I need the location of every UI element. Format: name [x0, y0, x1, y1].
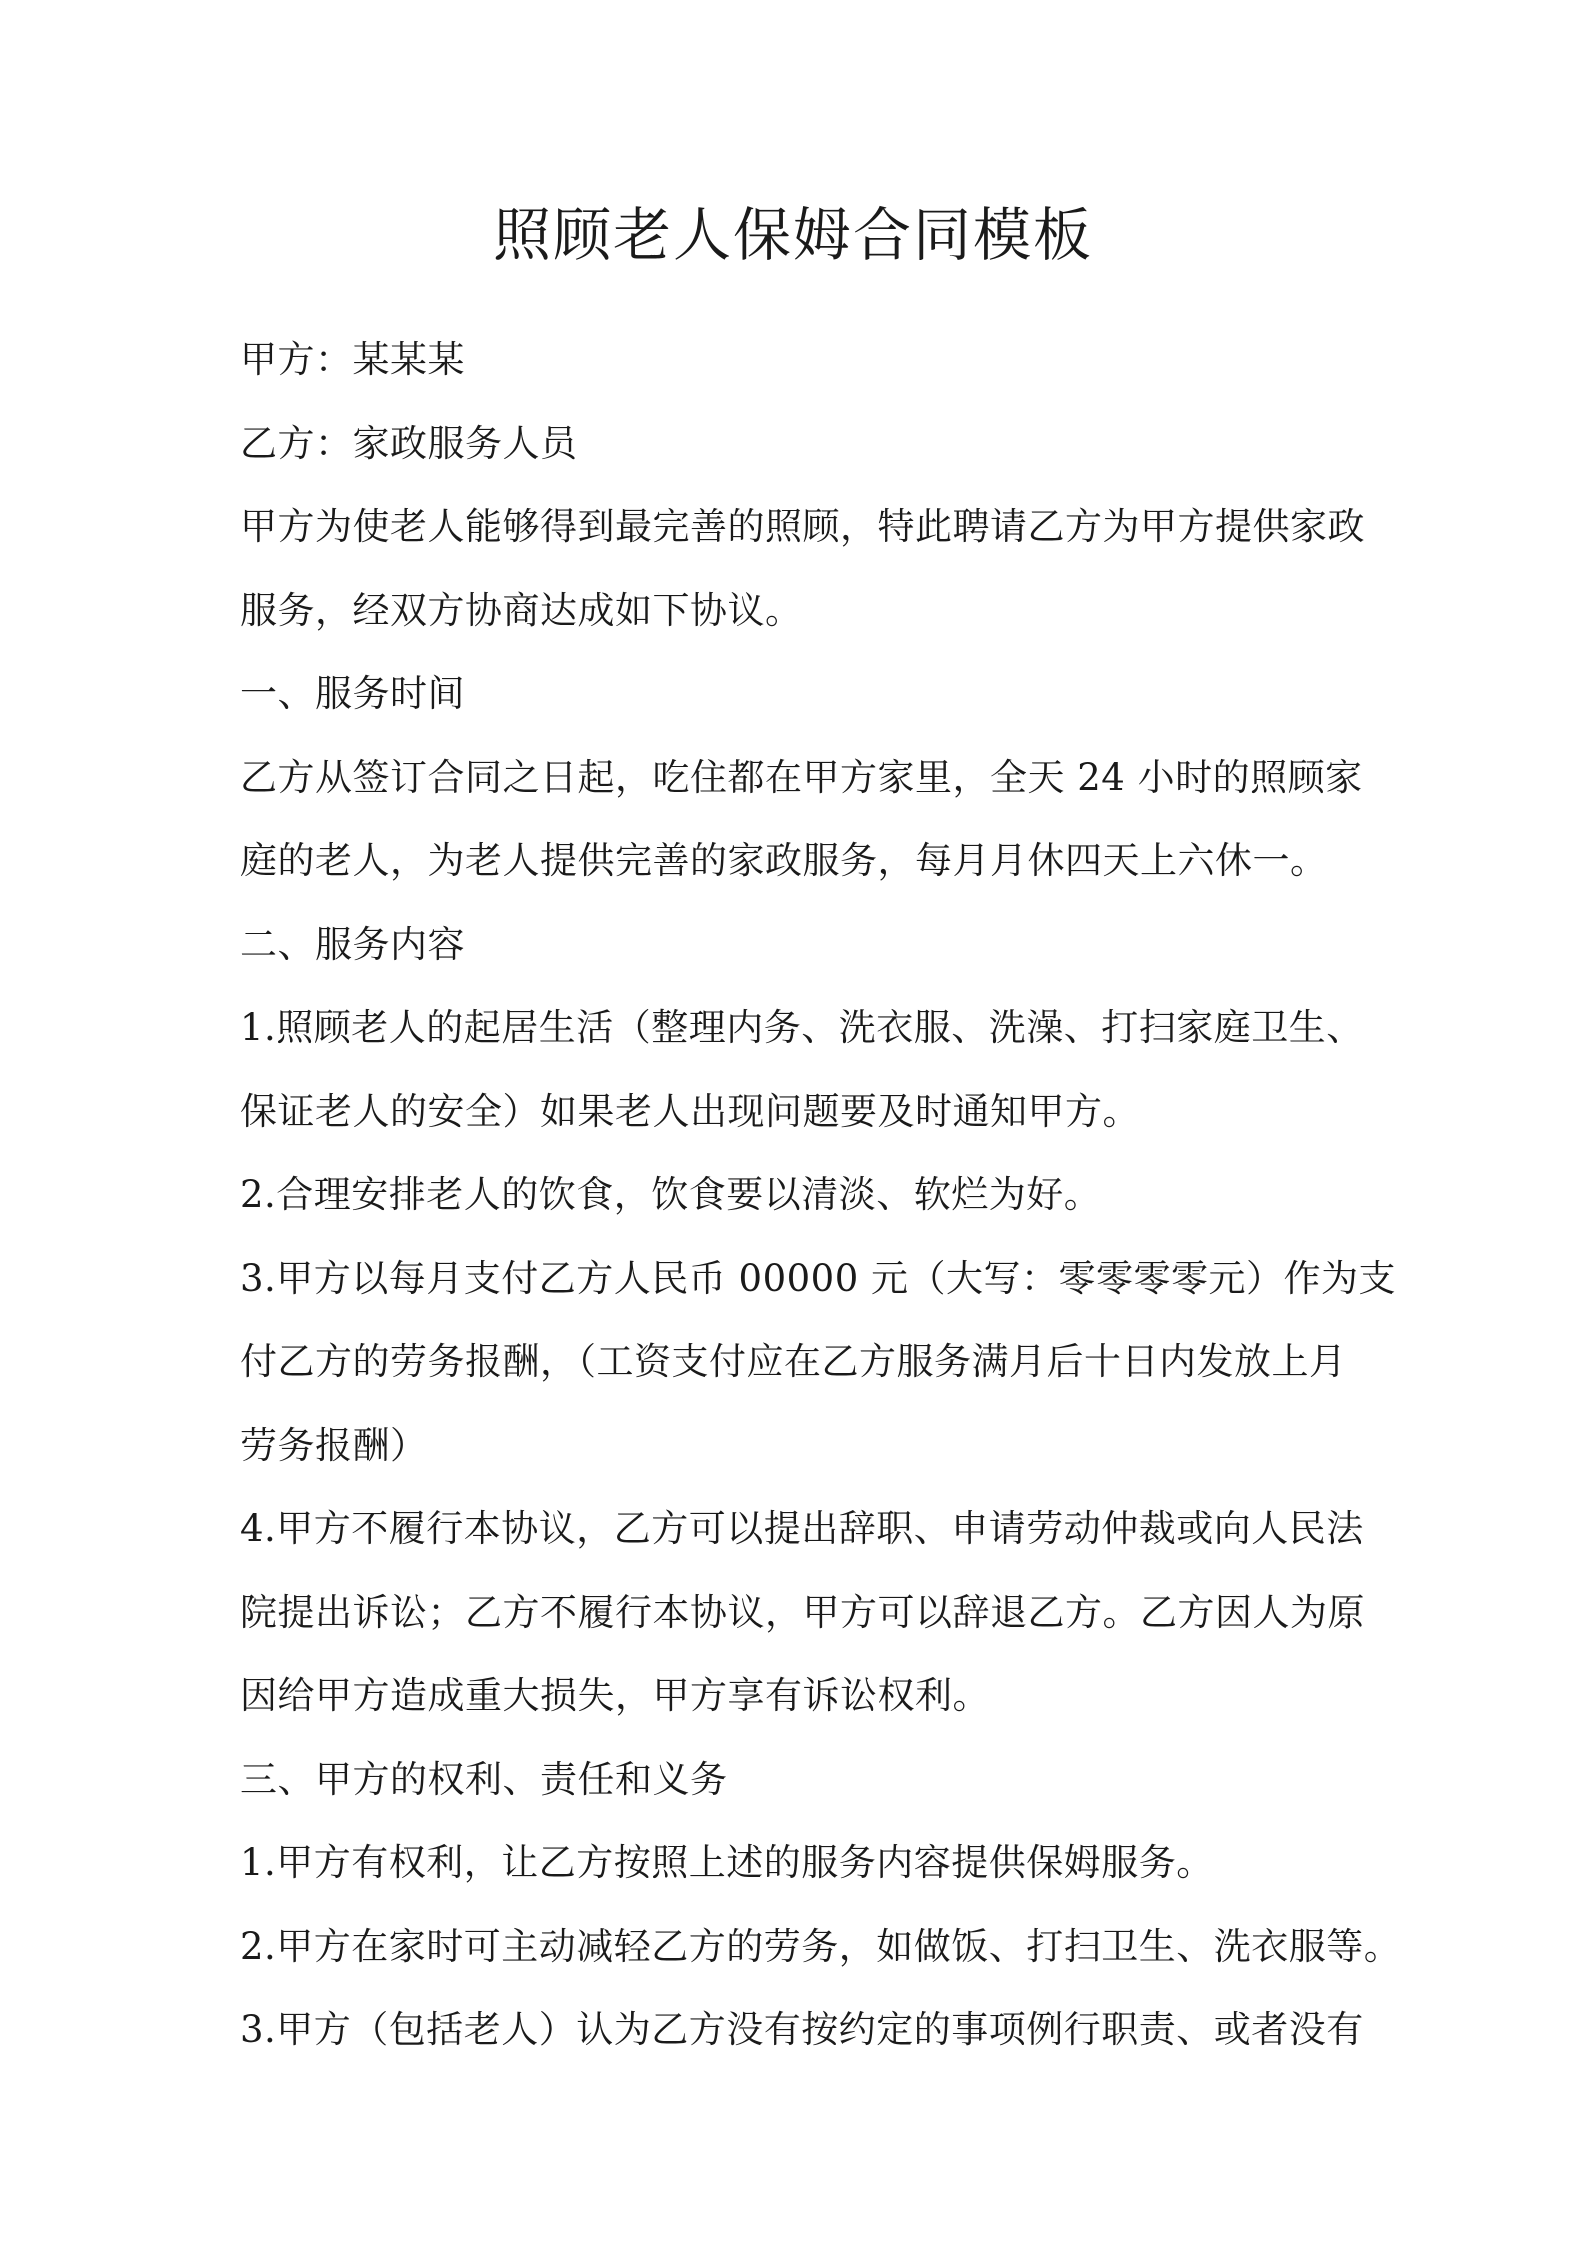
service-time-line-2: 庭的老人，为老人提供完善的家政服务，每月月休四天上六休一。 [240, 839, 1328, 882]
preamble-line-1: 甲方为使老人能够得到最完善的照顾，特此聘请乙方为甲方提供家政 [240, 505, 1365, 548]
content-item-3-line-1: 3.甲方以每月支付乙方人民币 00000 元（大写：零零零零元）作为支 [240, 1256, 1397, 1300]
document-title: 照顾老人保姆合同模板 [492, 201, 1093, 269]
service-time-line-1: 乙方从签订合同之日起，吃住都在甲方家里，全天 24 小时的照顾家 [240, 755, 1363, 799]
content-item-3-line-3: 劳务报酬） [240, 1423, 428, 1467]
content-item-3-line-2: 付乙方的劳务报酬，（工资支付应在乙方服务满月后十日内发放上月 [240, 1340, 1347, 1383]
section-heading-service-content: 二、服务内容 [240, 922, 465, 966]
party-b-line: 乙方：家政服务人员 [240, 421, 578, 465]
rights-item-3-line-1: 3.甲方（包括老人）认为乙方没有按约定的事项例行职责、或者没有 [240, 2008, 1364, 2051]
rights-item-2: 2.甲方在家时可主动减轻乙方的劳务，如做饭、打扫卫生、洗衣服等。 [240, 1924, 1402, 1968]
section-heading-service-time: 一、服务时间 [240, 672, 465, 715]
rights-item-1: 1.甲方有权利，让乙方按照上述的服务内容提供保姆服务。 [240, 1841, 1214, 1884]
section-heading-party-a-rights: 三、甲方的权利、责任和义务 [240, 1757, 728, 1801]
content-item-4-line-2: 院提出诉讼；乙方不履行本协议，甲方可以辞退乙方。乙方因人为原 [240, 1590, 1365, 1634]
content-item-4-line-3: 因给甲方造成重大损失，甲方享有诉讼权利。 [240, 1674, 990, 1717]
preamble-line-2: 服务，经双方协商达成如下协议。 [240, 588, 803, 632]
content-item-1-line-1: 1.照顾老人的起居生活（整理内务、洗衣服、洗澡、打扫家庭卫生、 [240, 1006, 1364, 1049]
content-item-4-line-1: 4.甲方不履行本协议，乙方可以提出辞职、申请劳动仲裁或向人民法 [240, 1507, 1364, 1550]
content-item-1-line-2: 保证老人的安全）如果老人出现问题要及时通知甲方。 [240, 1089, 1140, 1133]
document-body [240, 318, 1402, 2072]
party-a-line: 甲方：某某某 [240, 338, 465, 381]
content-item-2: 2.合理安排老人的饮食，饮食要以清淡、软烂为好。 [240, 1173, 1102, 1216]
